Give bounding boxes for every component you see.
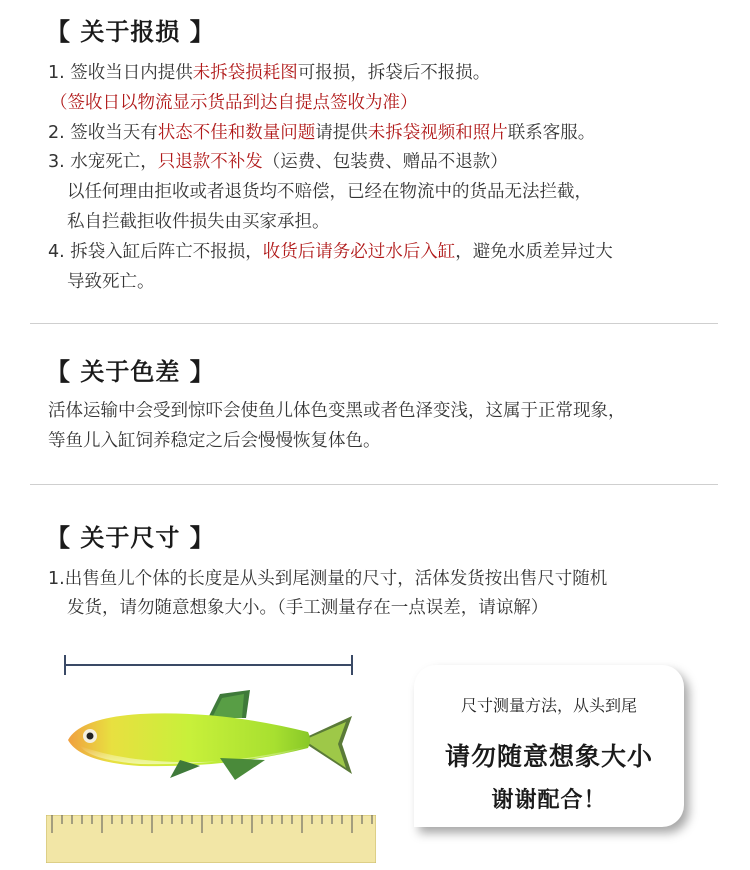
returns-item-3-line-3: 私自拦截拒收件损失由买家承担。 [67,212,330,232]
returns-item-2-highlight-2: 未拆袋视频和照片 [367,123,508,143]
returns-item-3-highlight: 只退款不补发 [157,152,263,172]
ruler-icon [46,815,376,863]
card-line-3: 谢谢配合！ [491,788,607,813]
card-line-1: 尺寸测量方法，从头到尾 [460,696,637,715]
color-line-2: 等鱼儿入缸饲养稳定之后会慢慢恢复体色。 [48,431,381,451]
divider-1 [30,323,718,324]
returns-item-4: 4. 拆袋入缸后阵亡不报损，收货后请务必过水后入缸，避免水质差异过大 [48,242,613,262]
fish-icon [60,688,360,783]
size-line-1: 1.出售鱼儿个体的长度是从头到尾测量的尺寸，活体发货按出售尺寸随机 [48,569,608,589]
returns-title: 【 关于报损 】 [46,18,215,46]
size-line-2: 发货，请勿随意想象大小。（手工测量存在一点误差，请谅解） [67,598,549,618]
returns-item-3: 3. 水宠死亡，只退款不补发（运费、包装费、赠品不退款） [48,152,508,172]
returns-note: （签收日以物流显示货品到达自提点签收为准） [50,93,418,113]
returns-item-4-highlight: 收货后请务必过水后入缸 [262,242,456,262]
returns-item-2-highlight-1: 状态不佳和数量问题 [157,123,316,143]
returns-item-1-highlight: 未拆袋损耗图 [192,63,298,83]
divider-2 [30,484,718,485]
returns-item-2: 2. 签收当天有状态不佳和数量问题请提供未拆袋视频和照片联系客服。 [48,123,596,143]
returns-item-1: 1. 签收当日内提供未拆袋损耗图可报损，拆袋后不报损。 [48,63,491,83]
color-line-1: 活体运输中会受到惊吓会使鱼儿体色变黑或者色泽变浅，这属于正常现象， [48,401,626,421]
card-line-2: 请勿随意想象大小 [444,742,653,771]
size-title: 【 关于尺寸 】 [46,524,215,552]
returns-item-4-line-2: 导致死亡。 [67,272,155,292]
color-title: 【 关于色差 】 [46,358,215,386]
returns-item-3-line-2: 以任何理由拒收或者退货均不赔偿，已经在物流中的货品无法拦截， [67,182,592,202]
measure-tip-card [414,665,684,827]
